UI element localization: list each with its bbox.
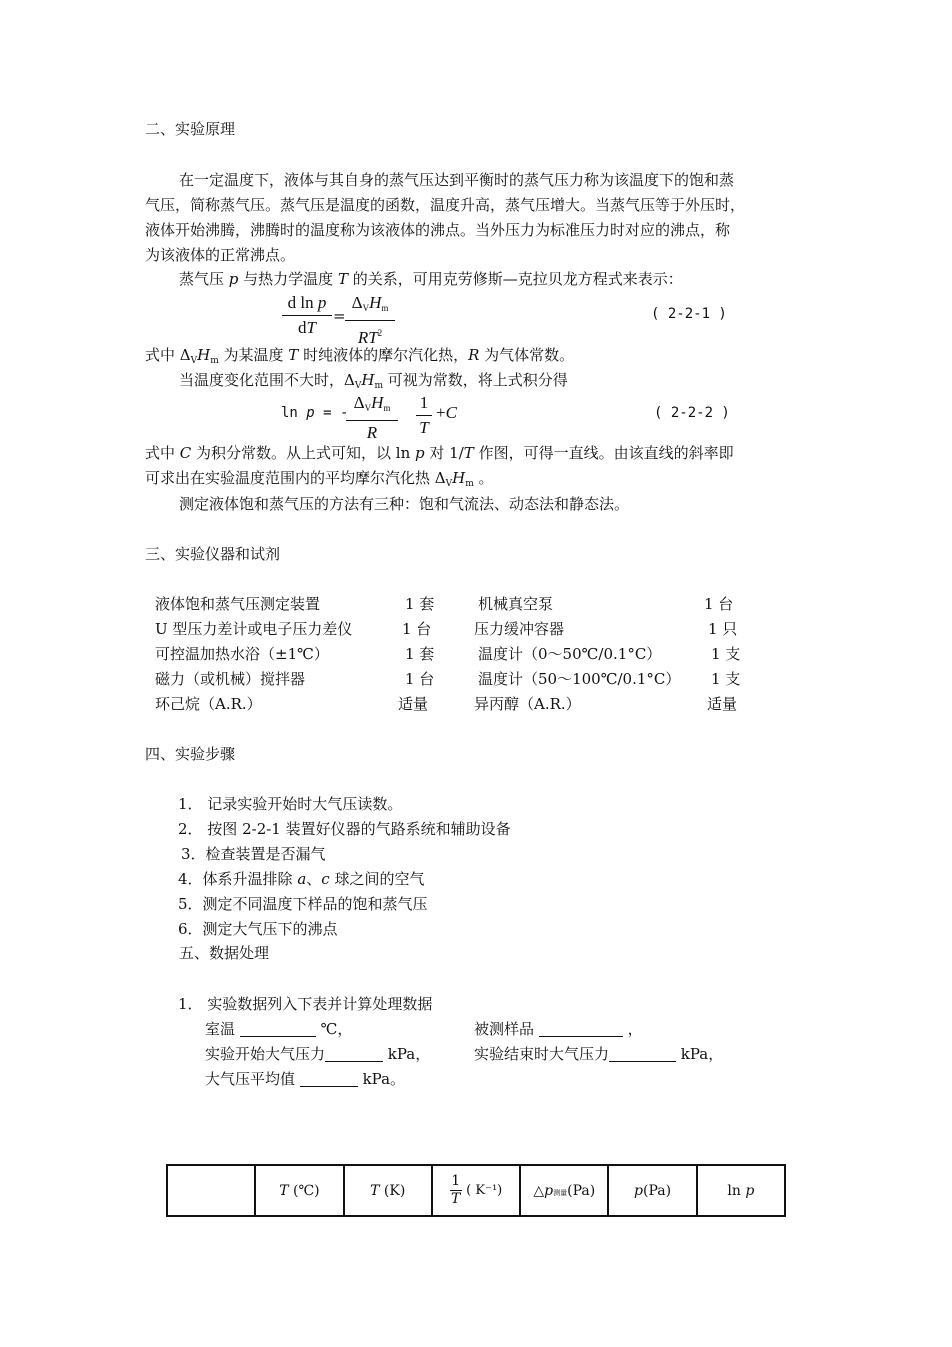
paragraph-definition <box>145 168 810 268</box>
text: kPa， <box>680 1045 724 1063</box>
text: 与热力学温度 <box>238 270 338 288</box>
eq1-denominator: dT <box>298 318 316 337</box>
eq2-numerator: $\Delta_VH_m$ <box>353 393 391 413</box>
text: 实验开始大气压力 <box>205 1045 326 1063</box>
procedure-step: 6．测定大气压下的沸点 <box>178 920 338 938</box>
text: R <box>468 346 480 364</box>
text: 当温度变化范围不大时，Δ <box>179 371 355 389</box>
text: 的关系，可用克劳修斯—克拉贝龙方程式来表示： <box>347 270 683 288</box>
eq2-num2: 1 <box>419 393 429 412</box>
text: T <box>463 444 474 462</box>
equation-2-fraction-1-over-T <box>416 392 432 439</box>
eq1-rdenominator: $RT^2$ <box>357 328 383 347</box>
text: (Pa) <box>643 1182 672 1199</box>
pressure-average-line <box>205 1068 405 1089</box>
text: 测量 <box>553 1188 568 1197</box>
text: m <box>210 356 219 366</box>
where-clause-2: 式中 C 为积分常数。从上式可知，以 ln p 对 1/T 作图，可得一直线。由该直线的斜率即 可求出在实验温度范围内的平均摩尔汽化热 $\Delta_VH_m$ 。 <box>145 444 734 489</box>
fraction-bar <box>346 420 398 421</box>
pressure-end-blank[interactable] <box>609 1046 676 1062</box>
text: 作图，可得一直线。由该直线的斜率即 <box>473 444 734 462</box>
apparatus-name: U 型压力差计或电子压力差仪 <box>155 620 353 638</box>
text: 。 <box>473 469 494 487</box>
table-header-t-celsius: T (℃) <box>255 1165 343 1216</box>
pressure-start-blank[interactable] <box>325 1046 383 1062</box>
section-heading-data: 五、数据处理 <box>179 944 270 962</box>
apparatus-name: 异丙醇（A.R.） <box>474 695 581 713</box>
fraction-bar <box>416 415 432 416</box>
pressure-average-blank[interactable] <box>300 1071 358 1087</box>
eq2-denominator: R <box>366 423 378 442</box>
apparatus-qty: 1 台 <box>405 670 435 688</box>
fraction-bar <box>345 320 395 321</box>
equation-1-number: ( 2-2-1 ) <box>651 306 727 322</box>
paragraph-clausius <box>179 268 683 289</box>
apparatus-name: 磁力（或机械）搅拌器 <box>155 670 306 688</box>
text: 为某温度 <box>218 346 289 364</box>
text: p <box>634 1182 643 1199</box>
data-table <box>166 1164 786 1217</box>
apparatus-qty: 1 支 <box>711 645 741 663</box>
text: p <box>415 444 425 462</box>
text: 对 1/ <box>424 444 464 462</box>
text: ℃， <box>320 1020 353 1038</box>
text: 蒸气压 <box>179 270 229 288</box>
apparatus-name: 温度计（50～100℃/0.1°C） <box>478 670 681 688</box>
text: 4．体系升温排除 <box>178 870 298 888</box>
text: ( K⁻¹) <box>466 1183 503 1198</box>
para-line: 在一定温度下，液体与其自身的蒸气压达到平衡时的蒸气压力称为该温度下的饱和蒸 <box>179 171 735 189</box>
text: 式中 Δ <box>145 346 191 364</box>
text: ， <box>627 1020 643 1038</box>
table-header-ln-p: ln p <box>697 1165 785 1216</box>
procedure-step: 2． 按图 2-2-1 装置好仪器的气路系统和辅助设备 <box>178 820 511 838</box>
table-cell-blank <box>167 1165 255 1216</box>
section-heading-principle: 二、实验原理 <box>145 120 236 138</box>
text: 、 <box>306 870 322 888</box>
text: 室温 <box>205 1020 236 1038</box>
text: (Pa) <box>567 1182 596 1199</box>
text: T <box>288 346 299 364</box>
equation-1-equals: = <box>333 307 346 325</box>
para-line: 为该液体的正常沸点。 <box>145 246 296 264</box>
text: kPa， <box>387 1045 431 1063</box>
sample-blank[interactable] <box>539 1021 623 1037</box>
section-heading-apparatus: 三、实验仪器和试剂 <box>145 545 281 563</box>
text: V <box>190 356 198 366</box>
apparatus-name: 环己烷（A.R.） <box>155 695 262 713</box>
apparatus-qty: 1 只 <box>708 620 738 638</box>
apparatus-qty: 1 套 <box>405 595 435 613</box>
table-header-p <box>608 1165 696 1216</box>
text: 实验结束时大气压力 <box>474 1045 610 1063</box>
apparatus-qty: 适量 <box>398 695 429 713</box>
apparatus-qty: 1 支 <box>711 670 741 688</box>
sample-line <box>474 1018 643 1039</box>
text: T <box>451 1191 461 1207</box>
para-line: 气压，简称蒸气压。蒸气压是温度的函数，温度升高，蒸气压增大。当蒸气压等于外压时， <box>145 196 746 214</box>
integration-line: 当温度变化范围不大时，$\Delta_VH_m$ 可视为常数，将上式积分得 <box>179 371 568 391</box>
section-heading-procedure: 四、实验步骤 <box>145 745 236 763</box>
text: 可求出在实验温度范围内的平均摩尔汽化热 Δ <box>145 469 446 487</box>
text: a <box>297 870 307 888</box>
methods-line: 测定液体饱和蒸气压的方法有三种：饱和气流法、动态法和静态法。 <box>179 495 630 513</box>
equation-1-right-fraction <box>345 292 395 349</box>
text: H <box>197 346 211 364</box>
apparatus-name: 机械真空泵 <box>478 595 554 613</box>
apparatus-qty: 1 套 <box>405 645 435 663</box>
text: 球之间的空气 <box>329 870 425 888</box>
text: 大气压平均值 <box>205 1070 296 1088</box>
text: kPa。 <box>362 1070 406 1088</box>
text: 为气体常数。 <box>479 346 575 364</box>
apparatus-name: 液体饱和蒸气压测定装置 <box>155 595 321 613</box>
room-temp-line <box>205 1018 352 1039</box>
equation-2-left: ln p = - <box>281 405 349 421</box>
pressure-start-line <box>205 1043 430 1064</box>
text: 1 <box>451 1173 461 1189</box>
apparatus-name: 可控温加热水浴（±1℃） <box>155 645 329 663</box>
table-header-row <box>167 1165 785 1216</box>
table-header-delta-p: △p测量(Pa) <box>520 1165 608 1216</box>
symbol-p: p <box>228 270 239 288</box>
text: 可视为常数，将上式积分得 <box>382 371 568 389</box>
eq1-numerator: d ln p <box>287 293 327 312</box>
text: C <box>179 444 192 462</box>
data-item-1: 1． 实验数据列入下表并计算处理数据 <box>178 995 433 1013</box>
apparatus-name: 压力缓冲容器 <box>474 620 565 638</box>
procedure-step: 3．检查装置是否漏气 <box>181 845 326 863</box>
eq2-den2: T <box>419 418 429 437</box>
apparatus-name: 温度计（0～50℃/0.1°C） <box>478 645 662 663</box>
table-header-t-kelvin: T (K) <box>344 1165 432 1216</box>
equation-1-left-fraction <box>282 292 332 339</box>
equation-2-number: ( 2-2-2 ) <box>654 405 730 421</box>
equation-2-tail: +C <box>436 403 457 422</box>
pressure-end-line <box>474 1043 723 1064</box>
procedure-step: 5．测定不同温度下样品的饱和蒸气压 <box>178 895 428 913</box>
fraction-bar <box>282 315 332 316</box>
apparatus-qty: 1 台 <box>704 595 734 613</box>
eq1-rnumerator: $\Delta_VH_m$ <box>351 293 389 313</box>
table-header-inverse-t <box>432 1165 520 1216</box>
symbol-T: T <box>337 270 348 288</box>
para-line: 液体开始沸腾，沸腾时的温度称为该液体的沸点。当外压力为标准压力时对应的沸点，称 <box>145 221 731 239</box>
text: 为积分常数。从上式可知，以 ln <box>191 444 416 462</box>
text: 式中 <box>145 444 180 462</box>
text: 被测样品 <box>474 1020 535 1038</box>
where-clause-1 <box>145 344 574 366</box>
procedure-step <box>178 868 424 889</box>
procedure-step: 1． 记录实验开始时大气压读数。 <box>178 795 403 813</box>
equation-2-fraction <box>346 392 398 444</box>
text: 时纯液体的摩尔汽化热， <box>298 346 469 364</box>
room-temp-blank[interactable] <box>240 1021 316 1037</box>
text: c <box>321 870 330 888</box>
apparatus-qty: 适量 <box>707 695 738 713</box>
apparatus-qty: 1 台 <box>402 620 432 638</box>
